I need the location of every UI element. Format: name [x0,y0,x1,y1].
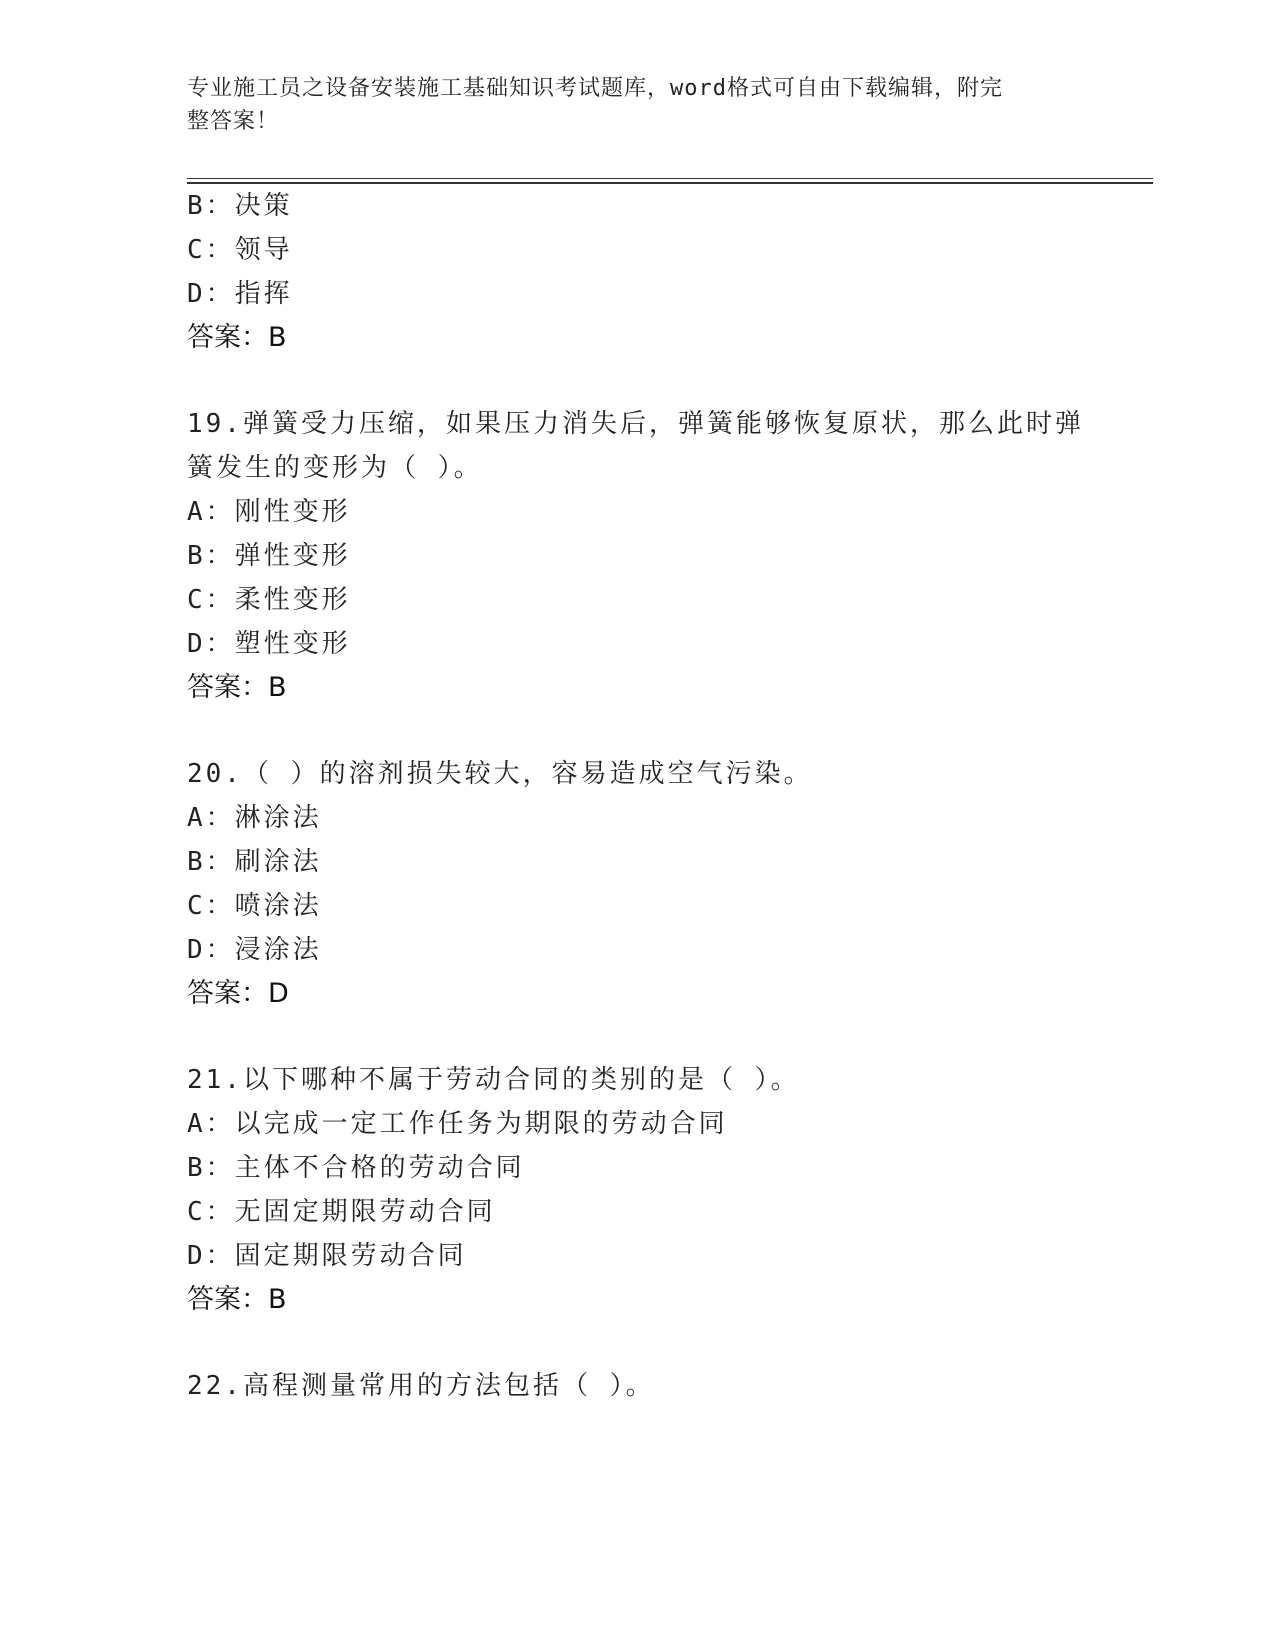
q20-option-c: C：喷涂法 [187,891,322,921]
q19-option-b: B：弹性变形 [187,541,351,571]
q20-answer: 答案：D [187,978,289,1009]
q20-option-b: B：刷涂法 [187,847,322,877]
q19-stem-line-1: 19.弹簧受力压缩，如果压力消失后，弹簧能够恢复原状，那么此时弹 [187,409,1084,439]
header-line-2: 整答案！ [187,109,280,134]
q21-option-b: B：主体不合格的劳动合同 [187,1153,525,1183]
q22-stem: 22.高程测量常用的方法包括（ ）。 [187,1371,655,1401]
q20-option-a: A：淋涂法 [187,803,322,833]
q19-option-d: D：塑性变形 [187,629,351,659]
header-divider-thick [187,182,1153,184]
q21-option-c: C：无固定期限劳动合同 [187,1197,496,1227]
q19-answer: 答案：B [187,672,287,703]
q19-option-c: C：柔性变形 [187,585,351,615]
q18-option-c: C：领导 [187,235,293,265]
q20-option-d: D：浸涂法 [187,935,322,965]
q21-option-a: A：以完成一定工作任务为期限的劳动合同 [187,1109,728,1139]
q18-option-d: D：指挥 [187,279,293,309]
q19-stem-line-2: 簧发生的变形为（ ）。 [187,453,483,483]
q20-stem: 20.（ ）的溶剂损失较大，容易造成空气污染。 [187,759,813,789]
header-line-1: 专业施工员之设备安装施工基础知识考试题库，word格式可自由下载编辑，附完 [187,76,1003,101]
header-divider-thin [187,178,1153,179]
q19-option-a: A：刚性变形 [187,497,351,527]
q21-answer: 答案：B [187,1284,287,1315]
q18-option-b: B：决策 [187,191,293,221]
q18-answer: 答案：B [187,322,287,353]
document-header [187,72,1067,138]
q21-option-d: D：固定期限劳动合同 [187,1241,467,1271]
q21-stem: 21.以下哪种不属于劳动合同的类别的是（ ）。 [187,1065,800,1095]
